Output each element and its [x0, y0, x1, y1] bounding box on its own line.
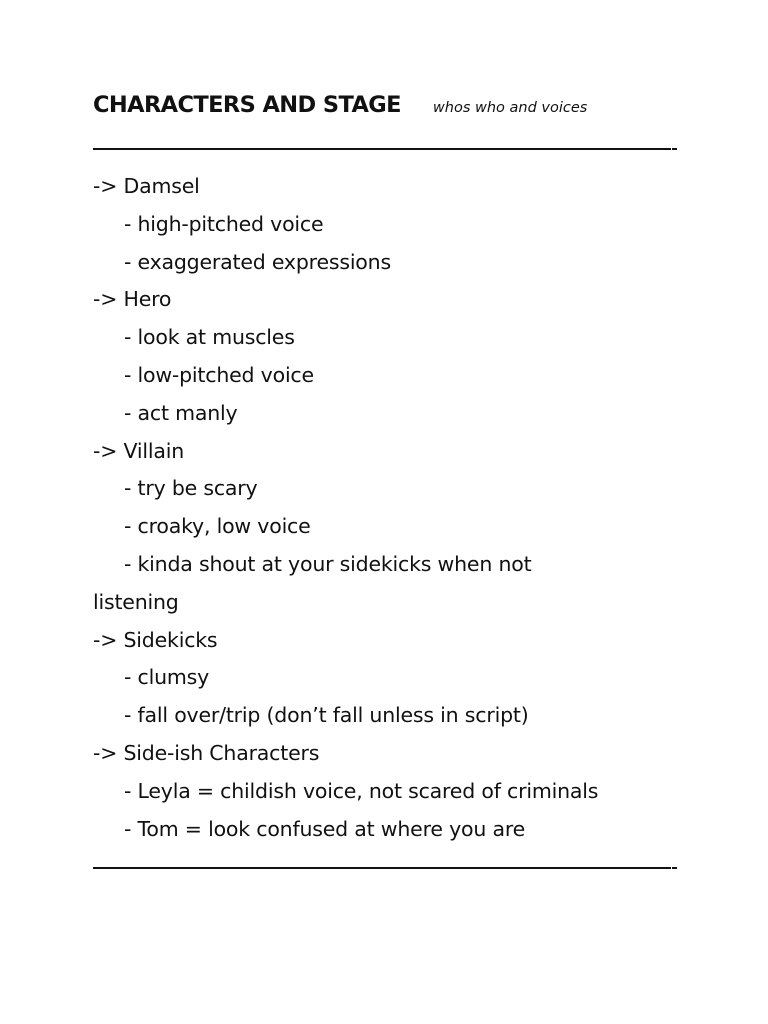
- divider-bottom: [93, 847, 671, 887]
- list-item: - low-pitched voice: [124, 362, 314, 387]
- section-damsel: [93, 168, 683, 281]
- list-item: - Tom = look confused at where you are: [124, 816, 526, 841]
- divider-top: [93, 128, 671, 168]
- list-item: - try be scary: [124, 476, 258, 501]
- page-title: CHARACTERS AND STAGE: [93, 92, 401, 118]
- section-hero: [93, 281, 683, 432]
- list-item: - exaggerated expressions: [124, 249, 391, 274]
- list-item: - Leyla = childish voice, not scared of criminals: [124, 778, 599, 803]
- page-subtitle: whos who and voices: [432, 100, 588, 116]
- section-heading: -> Damsel: [93, 174, 200, 198]
- header: [93, 92, 683, 128]
- document-page: [93, 92, 683, 887]
- list-item: - clumsy: [124, 665, 210, 690]
- list-item: - kinda shout at your sidekicks when not: [124, 551, 532, 576]
- section-side-ish-characters: [93, 735, 683, 848]
- section-heading: -> Villain: [93, 438, 185, 463]
- section-heading: -> Sidekicks: [93, 627, 218, 652]
- section-heading: -> Side-ish Characters: [93, 740, 320, 765]
- section-villain: [93, 433, 683, 622]
- divider-line: [93, 867, 671, 869]
- list-item: - fall over/trip (don’t fall unless in script): [124, 703, 529, 728]
- divider-tick: [672, 148, 677, 150]
- list-item: - high-pitched voice: [124, 211, 324, 236]
- list-item: - look at muscles: [124, 325, 295, 350]
- list-item-continuation: listening: [93, 589, 179, 614]
- section-sidekicks: [93, 622, 683, 735]
- character-list: [93, 168, 683, 848]
- divider-line: [93, 148, 671, 150]
- section-heading: -> Hero: [93, 287, 172, 312]
- divider-tick: [672, 867, 677, 869]
- list-item: - act manly: [124, 400, 238, 425]
- list-item: - croaky, low voice: [124, 514, 311, 539]
